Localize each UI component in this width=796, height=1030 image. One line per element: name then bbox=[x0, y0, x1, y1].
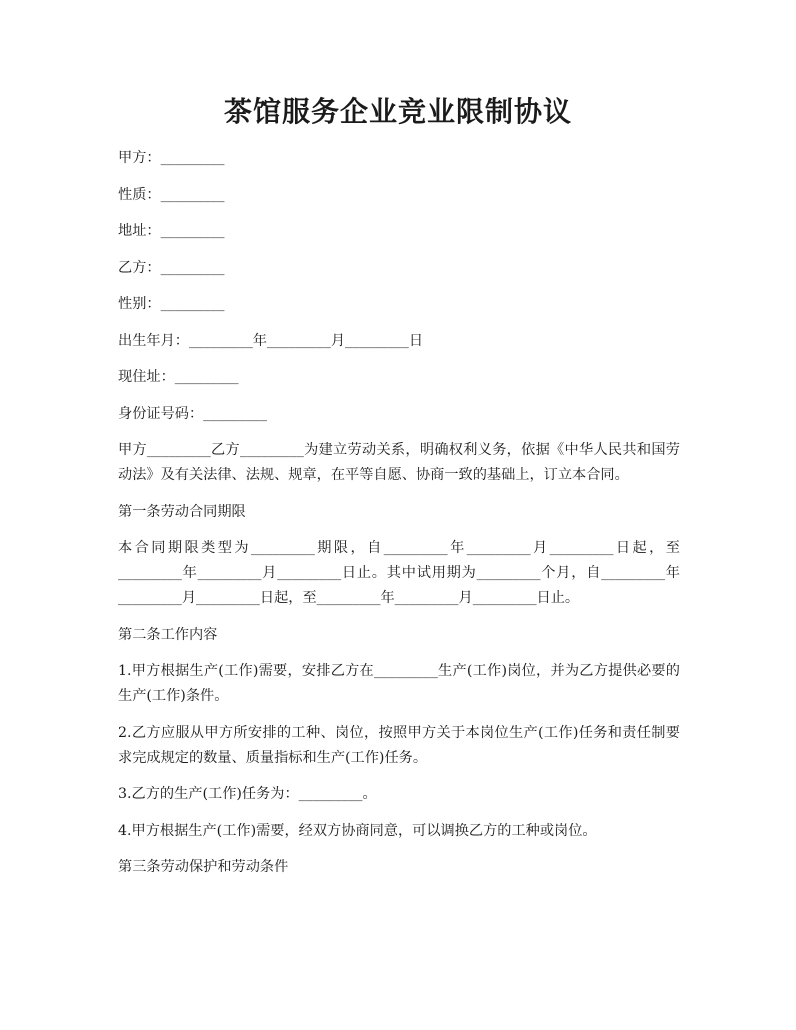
article-1-paragraph: 本合同期限类型为_________期限，自_________年_________月_________日起，至_________年_________月_________日止。其中试用期为_________个月，自_________年_________月_________日起，至_________年_________月_________日止。 bbox=[118, 540, 680, 606]
article-2-item-4: 4.甲方根据生产(工作)需要，经双方协商同意，可以调换乙方的工种或岗位。 bbox=[118, 822, 597, 839]
article-2-heading: 第二条工作内容 bbox=[118, 626, 218, 643]
nature-field: 性质：_________ bbox=[118, 186, 225, 203]
article-2-item-2: 2.乙方应服从甲方所安排的工种、岗位，按照甲方关于本岗位生产(工作)任务和责任制要求完成规定的数量、质量指标和生产(工作)任务。 bbox=[118, 724, 680, 766]
article-2-item-3: 3.乙方的生产(工作)任务为：_________。 bbox=[118, 786, 377, 802]
birth-date-field: 出生年月：_________年_________月_________日 bbox=[118, 332, 424, 349]
article-3-heading: 第三条劳动保护和劳动条件 bbox=[118, 859, 289, 875]
party-a-field: 甲方：_________ bbox=[118, 150, 225, 166]
gender-field: 性别：_________ bbox=[118, 296, 225, 312]
preamble-paragraph: 甲方_________乙方_________为建立劳动关系，明确权利义务，依据《中华人民共和国劳动法》及有关法律、法规、规章，在平等自愿、协商一致的基础上，订立本合同。 bbox=[118, 442, 680, 483]
id-number-field: 身份证号码：_________ bbox=[118, 405, 267, 422]
document-body bbox=[118, 146, 680, 892]
article-2-item-1: 1.甲方根据生产(工作)需要，安排乙方在_________生产(工作)岗位，并为乙方提供必要的生产(工作)条件。 bbox=[118, 663, 680, 704]
address-field: 地址：_________ bbox=[118, 223, 225, 239]
current-address-field: 现住址：_________ bbox=[118, 369, 239, 385]
article-1-heading: 第一条劳动合同期限 bbox=[118, 503, 246, 520]
document-title: 茶馆服务企业竞业限制协议 bbox=[223, 95, 572, 128]
party-b-field: 乙方：_________ bbox=[118, 259, 225, 276]
